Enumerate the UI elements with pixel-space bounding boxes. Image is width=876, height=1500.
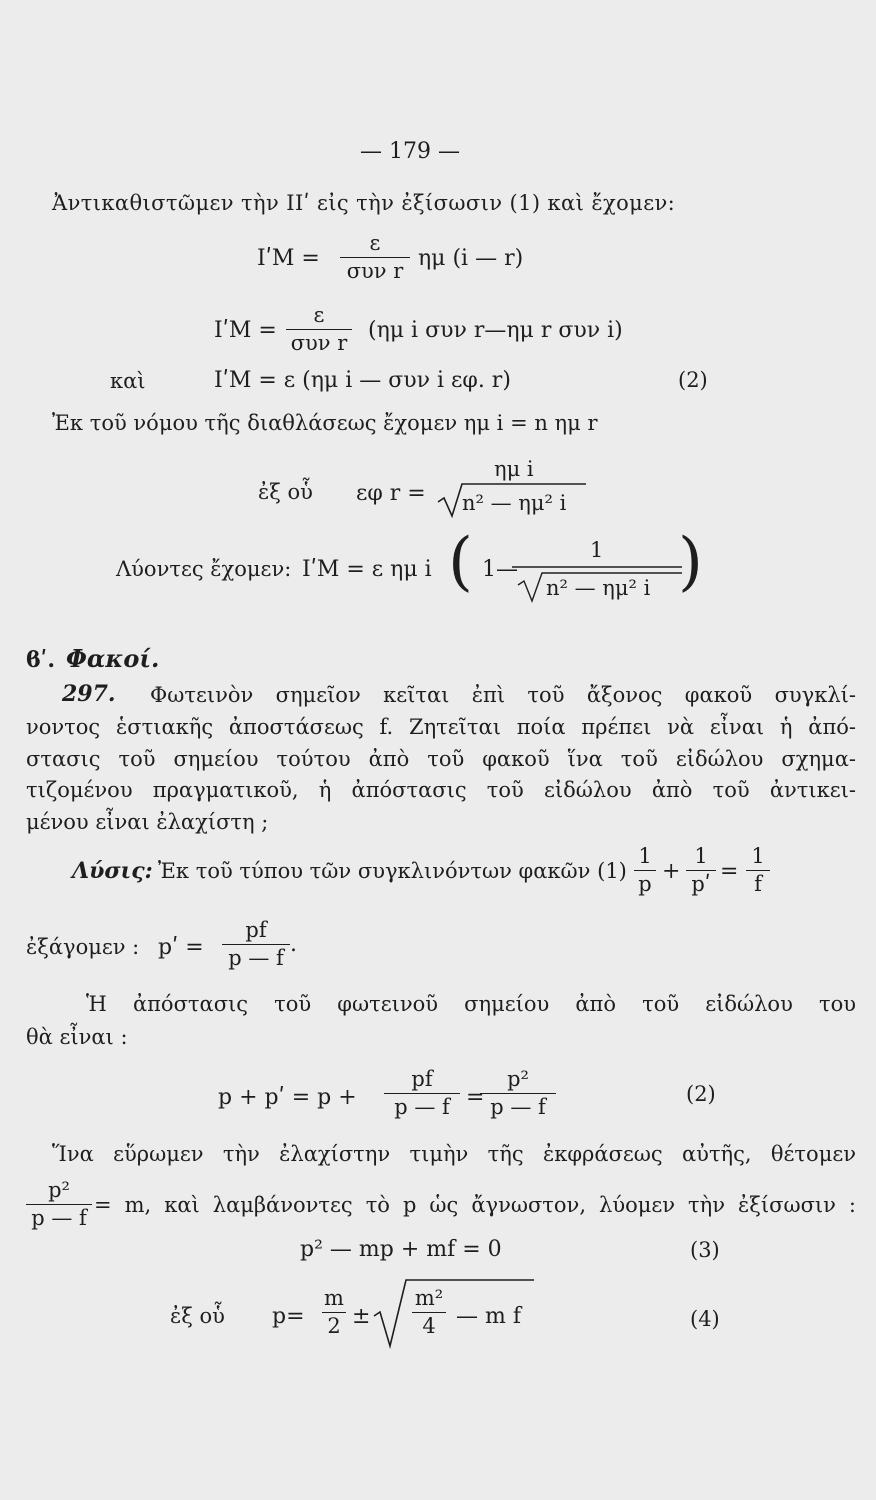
- eq6-fraction-2: [480, 1069, 556, 1118]
- page-number: — 179 —: [360, 139, 460, 164]
- eq8-den-1: 2: [327, 1314, 341, 1338]
- solution-f1-den: p: [638, 872, 652, 896]
- eq5-numerator: 1: [590, 538, 604, 562]
- minimum-rest: = m, καὶ λαμβάνοντες τὸ p ὡς ἄγνωστον, λύομεν τὴν ἐξίσωσιν :: [94, 1193, 856, 1217]
- law-text: Ἐκ τοῦ νόμου τῆς διαθλάσεως ἔχομεν ημ i = n ημ r: [52, 411, 598, 435]
- equation-7: p² — mp + mf = 0: [300, 1237, 502, 1262]
- eq2-rhs: (ημ i συν r—ημ r συν i): [368, 318, 623, 343]
- solution-equals: =: [720, 859, 739, 884]
- eq6-den-1: p — f: [394, 1095, 450, 1119]
- eq5-right-paren: ): [678, 525, 703, 599]
- eq8-lhs: p=: [272, 1304, 305, 1329]
- derive-num: pf: [245, 918, 267, 942]
- eq4-numerator: ημ i: [494, 457, 534, 481]
- solution-f2-num: 1: [694, 844, 708, 868]
- eq6-num-1: pf: [411, 1067, 433, 1091]
- solution-plus: +: [662, 859, 681, 884]
- eq8-prefix: ἐξ οὗ: [170, 1304, 225, 1328]
- minimum-den: p — f: [31, 1206, 87, 1230]
- eq1-numerator: ε: [369, 231, 381, 255]
- eq6-den-2: p — f: [490, 1095, 546, 1119]
- eq6-num-2: p²: [507, 1067, 529, 1091]
- eq8-tag: (4): [690, 1307, 720, 1331]
- eq6-tag: (2): [686, 1082, 716, 1106]
- solution-f3-num: 1: [751, 844, 765, 868]
- eq5-one: 1—: [482, 557, 518, 582]
- eq2-lhs: IʹM =: [214, 318, 277, 343]
- solution-text: Ἐκ τοῦ τύπου τῶν συγκλινόντων φακῶν (1): [158, 859, 627, 883]
- eq2-denominator: συν r: [290, 331, 348, 355]
- problem-line-2: νοντος ἑστιακῆς ἀποστάσεως f. Ζητεῖται ποία πρέπει νὰ εἶναι ἡ ἀπό-: [26, 715, 856, 739]
- eq2-numerator: ε: [313, 303, 325, 327]
- problem-line-3: στασις τοῦ σημείου τούτου ἀπὸ τοῦ φακοῦ ἵνα τοῦ εἰδώλου σχημα-: [26, 747, 856, 771]
- eq8-tail: — m f: [456, 1304, 521, 1329]
- distance-line-1: Ἡ ἀπόστασις τοῦ φωτεινοῦ σημείου ἀπὸ τοῦ εἰδώλου του: [86, 992, 856, 1016]
- eq5-lhs: IʹM = ε ημ i: [302, 557, 432, 582]
- eq8-fraction-2: [412, 1288, 446, 1337]
- distance-line-2: θὰ εἶναι :: [26, 1025, 128, 1049]
- eq1-denominator: συν r: [346, 259, 404, 283]
- solution-label: Λύσις:: [72, 858, 153, 884]
- eq5-denominator: n² — ημ² i: [546, 576, 651, 600]
- solution-fraction-3: [746, 846, 770, 895]
- eq6-lhs: p + pʹ = p +: [218, 1085, 357, 1110]
- solution-fraction-1: [634, 846, 656, 895]
- problem-line-5: μένου εἶναι ἐλαχίστη ;: [26, 810, 269, 834]
- minimum-line-1: Ἵνα εὕρωμεν τὴν ἐλαχίστην τιμὴν τῆς ἐκφράσεως αὐτῆς, θέτομεν: [52, 1142, 856, 1166]
- derive-den: p — f: [228, 946, 284, 970]
- eq3-body: IʹM = ε (ημ i — συν i εφ. r): [214, 368, 511, 393]
- eq6-fraction-1: [384, 1069, 460, 1118]
- eq1-rhs: ημ (i — r): [418, 246, 524, 271]
- problem-line-1: Φωτεινὸν σημεῖον κεῖται ἐπὶ τοῦ ἄξονος φακοῦ συγκλί-: [150, 683, 856, 707]
- eq8-num-2: m²: [414, 1286, 444, 1310]
- eq8-den-2: 4: [422, 1314, 436, 1338]
- derive-lhs: pʹ =: [158, 935, 204, 960]
- eq4-prefix: ἐξ οὗ: [258, 480, 313, 504]
- solution-f2-den: pʹ: [691, 872, 711, 896]
- eq6-equals: =: [466, 1085, 485, 1110]
- intro-text: Ἀντικαθιστῶμεν τὴν ΙΙʹ εἰς τὴν ἐξίσωσιν (1) καὶ ἔχομεν:: [52, 191, 676, 215]
- section-label: ϐʹ.: [26, 647, 55, 673]
- minimum-num: p²: [48, 1178, 70, 1202]
- eq7-tag: (3): [690, 1238, 720, 1262]
- eq4-lhs: εφ r =: [356, 481, 426, 506]
- problem-number: 297.: [62, 681, 116, 707]
- derive-tail: .: [290, 932, 297, 957]
- eq3-tag: (2): [678, 368, 708, 392]
- eq1-fraction: [340, 233, 410, 282]
- eq2-fraction: [286, 305, 352, 354]
- problem-line-4: τιζομένου πραγματικοῦ, ἡ ἀπόστασις τοῦ εἰδώλου ἀπὸ τοῦ ἀντικει-: [26, 778, 856, 802]
- eq3-prefix: καὶ: [110, 369, 146, 393]
- minimum-fraction: [26, 1180, 92, 1229]
- eq5-prefix: Λύοντες ἔχομεν:: [116, 557, 292, 581]
- eq1-lhs: IʹM =: [257, 246, 320, 271]
- eq8-plus-minus: ±: [352, 1304, 371, 1329]
- solution-fraction-2: [686, 846, 716, 895]
- section-title: Φακοί.: [66, 644, 160, 673]
- eq4-denominator: n² — ημ² i: [462, 491, 567, 515]
- solution-f3-den: f: [754, 872, 762, 896]
- derive-prefix: ἐξάγομεν :: [26, 935, 140, 959]
- eq5-left-paren: (: [448, 525, 473, 599]
- eq8-fraction-1: [322, 1288, 346, 1337]
- eq8-num-1: m: [324, 1286, 344, 1310]
- solution-f1-num: 1: [638, 844, 652, 868]
- derive-fraction: [222, 920, 290, 969]
